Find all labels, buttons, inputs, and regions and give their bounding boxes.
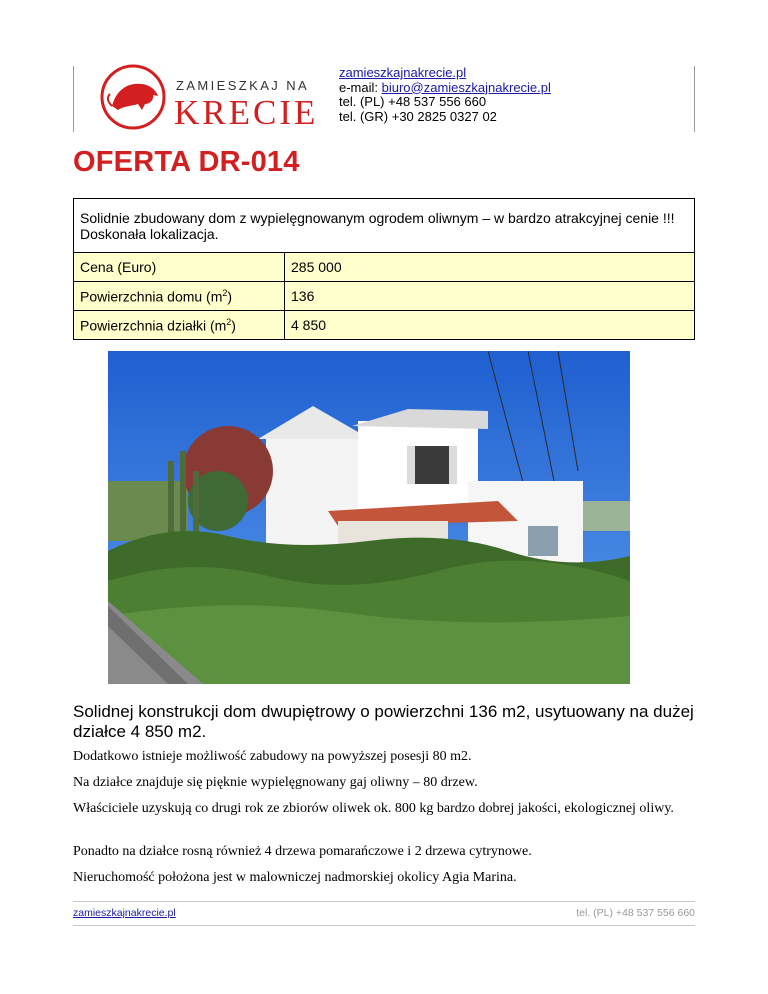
plot-area-label: Powierzchnia działki $(m^2)$ bbox=[74, 311, 285, 340]
house-area-value: 136 bbox=[285, 282, 695, 311]
paragraph-olive-oil: Właściciele uzyskują co drugi rok ze zbiorów oliwek ok. 800 kg bardzo dobrej jakości, ekologicznej oliwy. bbox=[73, 801, 674, 816]
logo-top-text: ZAMIESZKAJ NA bbox=[176, 78, 310, 93]
house-photo bbox=[108, 351, 630, 684]
price-value: 285 000 bbox=[285, 253, 695, 282]
offer-table bbox=[73, 198, 695, 340]
footer-website-link[interactable]: zamieszkajnakrecie.pl bbox=[73, 907, 176, 919]
offer-intro: Solidnie zbudowany dom z wypielęgnowanym ogrodem oliwnym – w bardzo atrakcyjnej cenie !!! Doskonała lokalizacja. bbox=[74, 199, 695, 253]
logo-bottom-text: KRECIE bbox=[174, 93, 318, 132]
table-row-plot-area bbox=[74, 311, 695, 340]
footer-top-rule bbox=[73, 901, 695, 902]
email-label: e-mail: bbox=[339, 79, 382, 95]
price-label: Cena (Euro) bbox=[74, 253, 285, 282]
paragraph-citrus-trees: Ponadto na działce rosną również 4 drzewa pomarańczowe i 2 drzewa cytrynowe. bbox=[73, 844, 532, 859]
table-row-price bbox=[74, 253, 695, 282]
header-left-rule bbox=[73, 66, 74, 132]
offer-title: OFERTA DR-014 bbox=[73, 146, 300, 178]
contact-block bbox=[339, 66, 551, 124]
header-right-rule bbox=[694, 66, 695, 132]
company-logo bbox=[98, 62, 318, 132]
table-row-house-area bbox=[74, 282, 695, 311]
phone-pl: tel. (PL) +48 537 556 660 bbox=[339, 94, 487, 109]
paragraph-build-option: Dodatkowo istnieje możliwość zabudowy na powyższej posesji 80 m2. bbox=[73, 749, 472, 764]
website-link[interactable]: zamieszkajnakrecie.pl bbox=[339, 65, 467, 80]
footer-bottom-rule bbox=[73, 925, 695, 926]
description-lead: Solidnej konstrukcji dom dwupiętrowy o powierzchni 136 m2, usytuowany na dużej działce 4 850 m2. bbox=[73, 702, 694, 741]
paragraph-olive-grove: Na działce znajduje się pięknie wypielęgnowany gaj oliwny – 80 drzew. bbox=[73, 775, 478, 790]
email-link[interactable]: biuro@zamieszkajnakrecie.pl bbox=[381, 79, 551, 95]
plot-area-value: 4 850 bbox=[285, 311, 695, 340]
footer-phone: tel. (PL) +48 537 556 660 bbox=[576, 907, 695, 919]
phone-gr: tel. (GR) +30 2825 0327 02 bbox=[339, 108, 497, 124]
house-area-label: Powierzchnia domu $(m^2)$ bbox=[74, 282, 285, 311]
paragraph-location: Nieruchomość położona jest w malowniczej nadmorskiej okolicy Agia Marina. bbox=[73, 870, 517, 885]
